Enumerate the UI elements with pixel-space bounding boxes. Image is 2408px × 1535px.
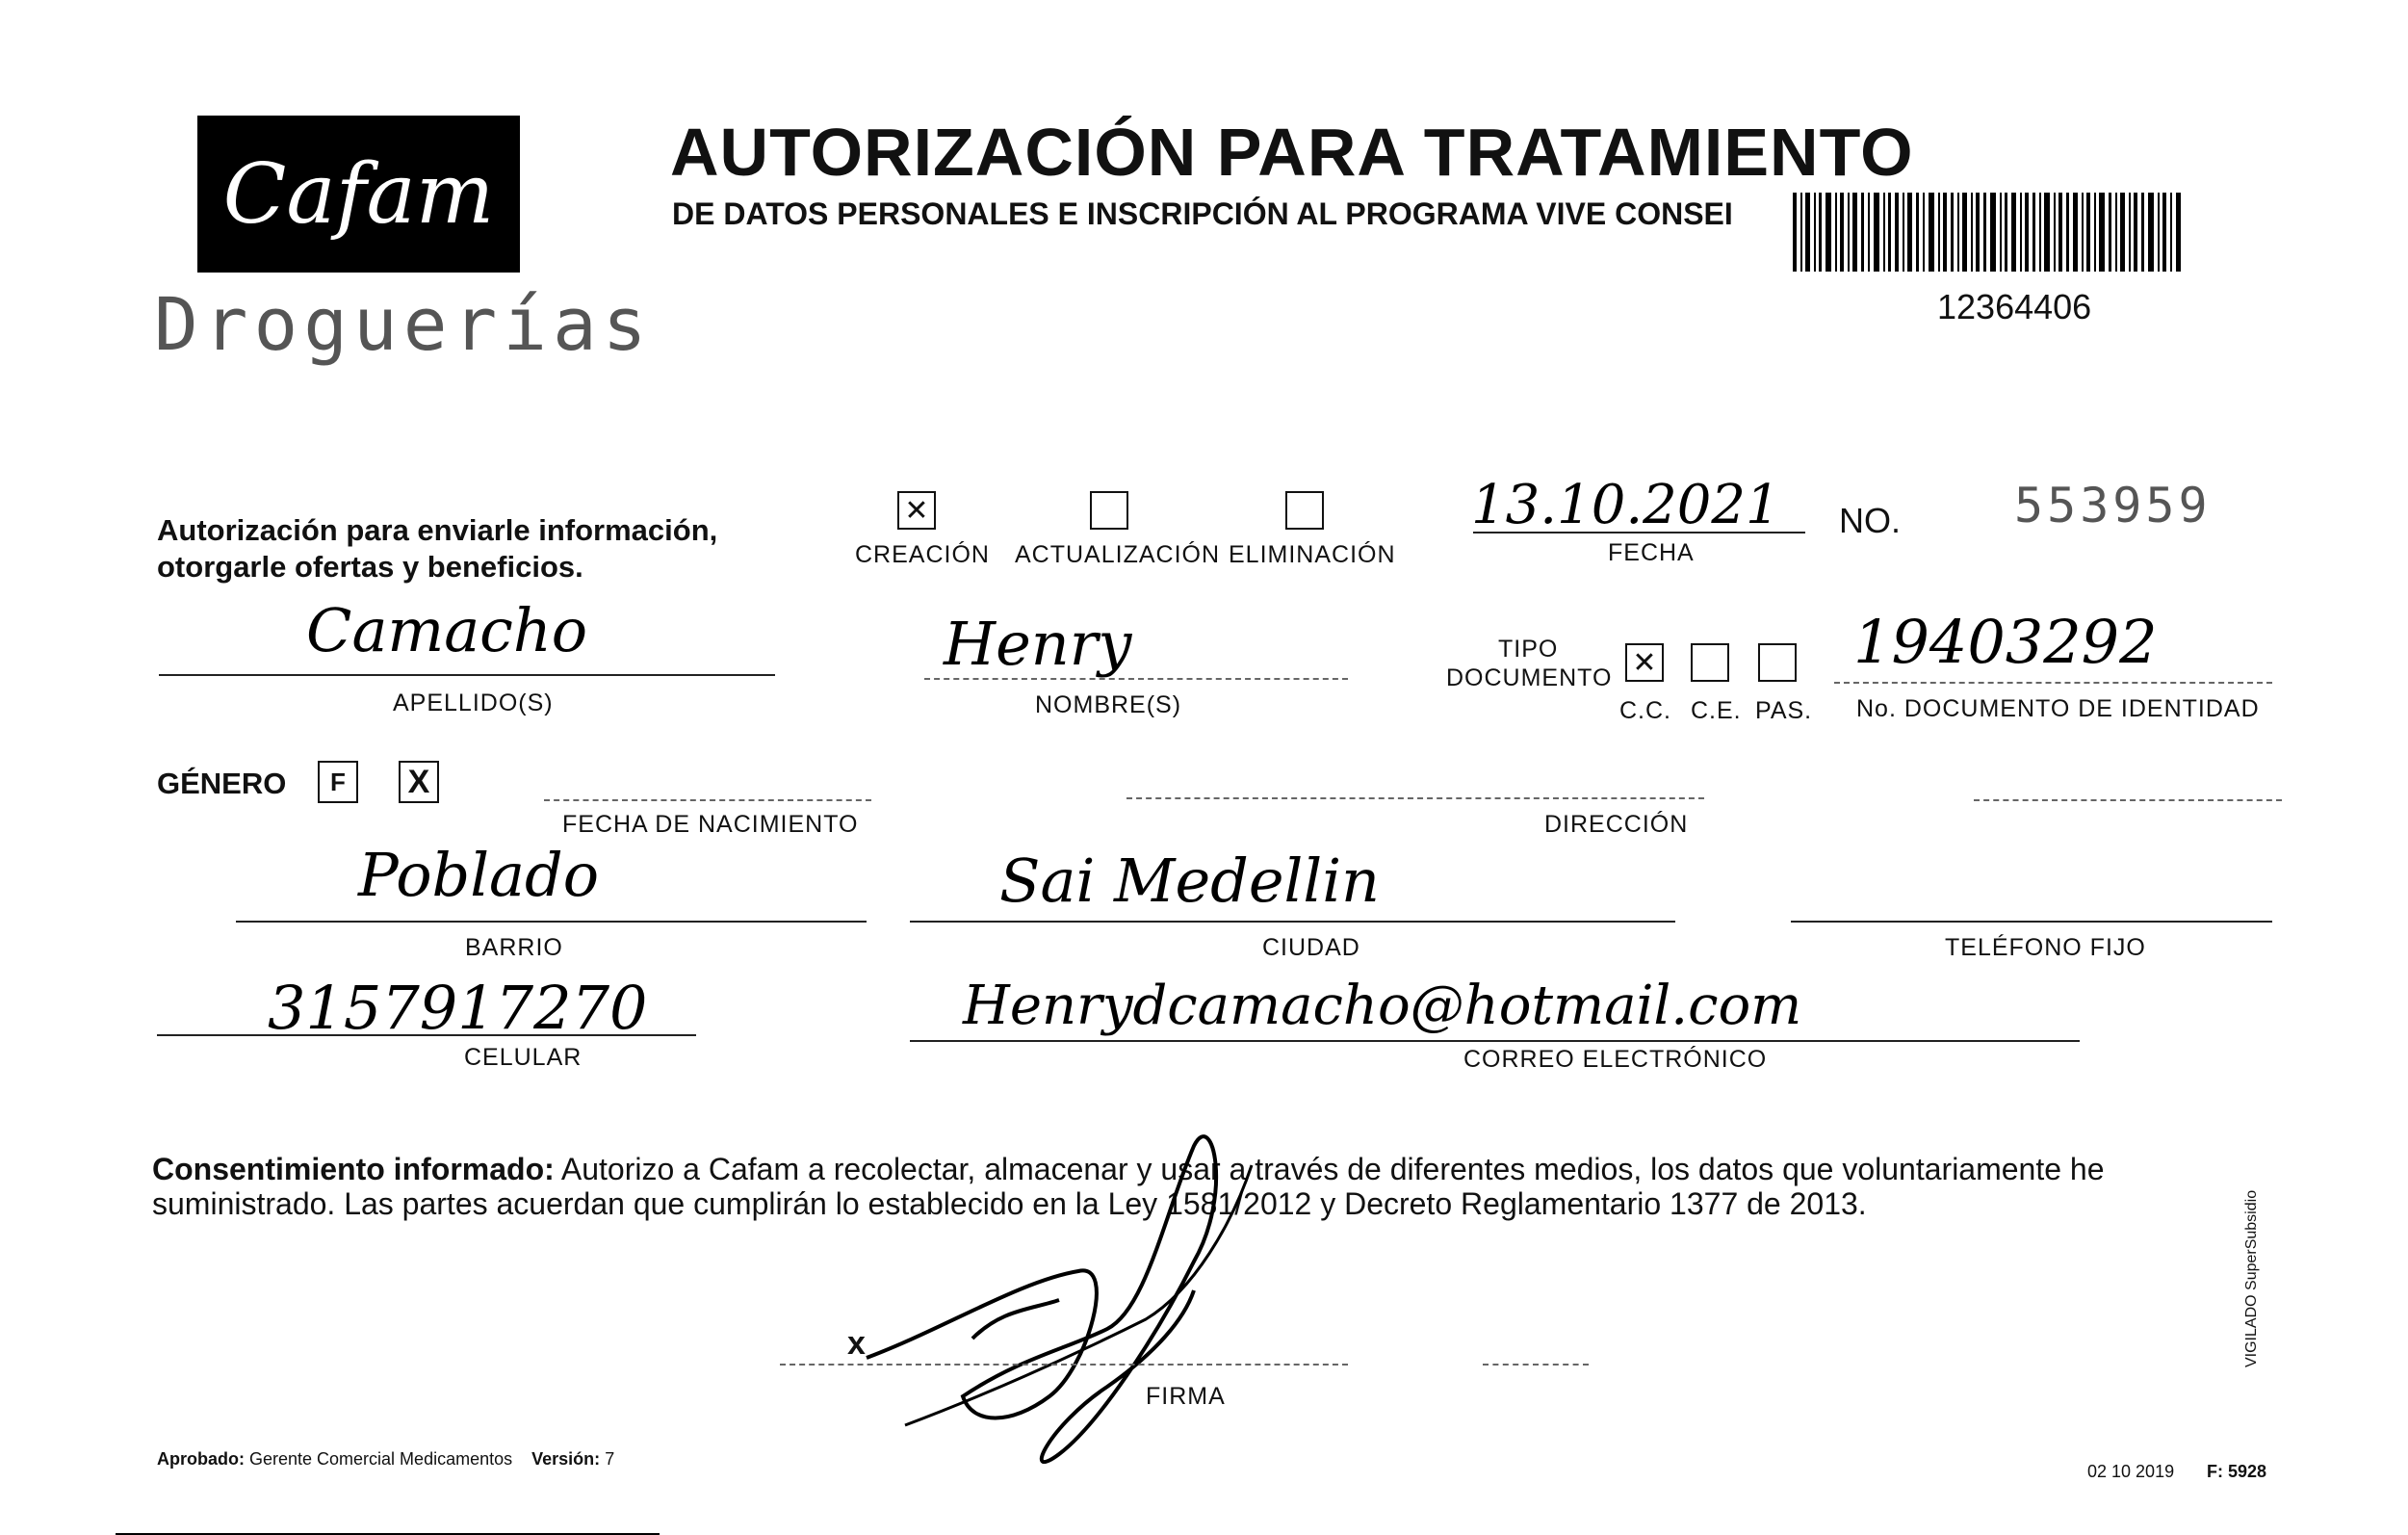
doc-type-label-2: DOCUMENTO (1446, 664, 1613, 691)
checkbox-gender-f[interactable] (318, 761, 358, 803)
version-label: Versión: (531, 1449, 601, 1469)
logo-text: Cafam (222, 145, 495, 243)
number-label: NO. (1839, 501, 1902, 540)
footer-approval (157, 1449, 614, 1470)
label-actualizacion: ACTUALIZACIÓN (1015, 541, 1221, 568)
form-title: AUTORIZACIÓN PARA TRATAMIENTO (670, 115, 1914, 190)
date-label: FECHA (1608, 539, 1695, 566)
city-value[interactable]: Sai Medellin (999, 846, 1380, 916)
barcode (1793, 193, 2186, 272)
checkbox-pas[interactable] (1758, 643, 1797, 682)
label-cc: C.C. (1619, 697, 1671, 724)
footer-form-code: F: 5928 (2207, 1462, 2267, 1481)
consent-body: Autorizo a Cafam a recolectar, almacenar y usar a través de diferentes medios, los datos que voluntariamente he suministrado. Las partes acuerdan que cumplirán lo establecido en la Ley 1581/2012 y Decreto Reglamentario 1377 de 2013. (152, 1152, 2105, 1221)
checkbox-ce[interactable] (1691, 643, 1729, 682)
mobile-value[interactable]: 3157917270 (268, 973, 648, 1043)
subbrand: Droguerías (154, 281, 653, 367)
side-vigilado-text: VIGILADO SuperSubsidio (2243, 1189, 2260, 1367)
signature-label[interactable]: FIRMA (1146, 1383, 1226, 1410)
gender-f-letter: F (330, 767, 346, 796)
gender-label: GÉNERO (157, 767, 287, 800)
checkbox-eliminacion[interactable] (1285, 491, 1324, 530)
email-value[interactable]: Henrydcamacho@hotmail.com (963, 975, 1802, 1037)
signature-mark: x (847, 1325, 866, 1362)
label-pas: PAS. (1755, 697, 1813, 724)
checkbox-gender-m[interactable] (399, 761, 439, 803)
label-ce: C.E. (1691, 697, 1742, 724)
barcode-number: 12364406 (1937, 287, 2092, 326)
checkbox-actualizacion[interactable] (1090, 491, 1128, 530)
address-label: DIRECCIÓN (1544, 811, 1689, 838)
checkbox-cc[interactable]: ✕ (1625, 643, 1664, 682)
cafam-logo (197, 116, 520, 273)
date-value[interactable]: 13.10.2021 (1471, 474, 1780, 536)
name-label: NOMBRE(S) (1035, 691, 1182, 718)
consent-heading: Consentimiento informado: (152, 1152, 555, 1186)
form-subtitle: DE DATOS PERSONALES E INSCRIPCIÓN AL PROGRAMA VIVE CONSEI (672, 196, 1733, 231)
footer-date: 02 10 2019 (2087, 1462, 2175, 1481)
name-value[interactable]: Henry (944, 609, 1132, 679)
mobile-label: CELULAR (464, 1044, 583, 1071)
surname-label: APELLIDO(S) (393, 689, 554, 716)
birth-label: FECHA DE NACIMIENTO (562, 811, 859, 838)
authorization-line-2: otorgarle ofertas y beneficios. (157, 550, 583, 584)
version-value: 7 (605, 1449, 615, 1469)
email-label: CORREO ELECTRÓNICO (1463, 1046, 1768, 1073)
barrio-value[interactable]: Poblado (358, 840, 600, 910)
barrio-label: BARRIO (465, 934, 563, 961)
form-number: 553959 (2014, 478, 2212, 533)
handwritten-signature (828, 1107, 1367, 1522)
doc-number-label: No. DOCUMENTO DE IDENTIDAD (1856, 695, 2260, 722)
label-creacion: CREACIÓN (855, 541, 990, 568)
checkbox-creacion[interactable]: ✕ (897, 491, 936, 530)
doc-type-label-1: TIPO (1498, 636, 1559, 663)
doc-number-value[interactable]: 19403292 (1853, 607, 2158, 677)
city-label: CIUDAD (1262, 934, 1360, 961)
authorization-text (157, 512, 717, 585)
authorization-line-1: Autorización para enviarle información, (157, 513, 718, 547)
label-eliminacion: ELIMINACIÓN (1229, 541, 1396, 568)
gender-m-mark: X (407, 763, 430, 800)
phone-label: TELÉFONO FIJO (1945, 934, 2146, 961)
approved-value: Gerente Comercial Medicamentos (249, 1449, 513, 1469)
approved-label: Aprobado: (157, 1449, 245, 1469)
surname-value[interactable]: Camacho (306, 595, 588, 665)
